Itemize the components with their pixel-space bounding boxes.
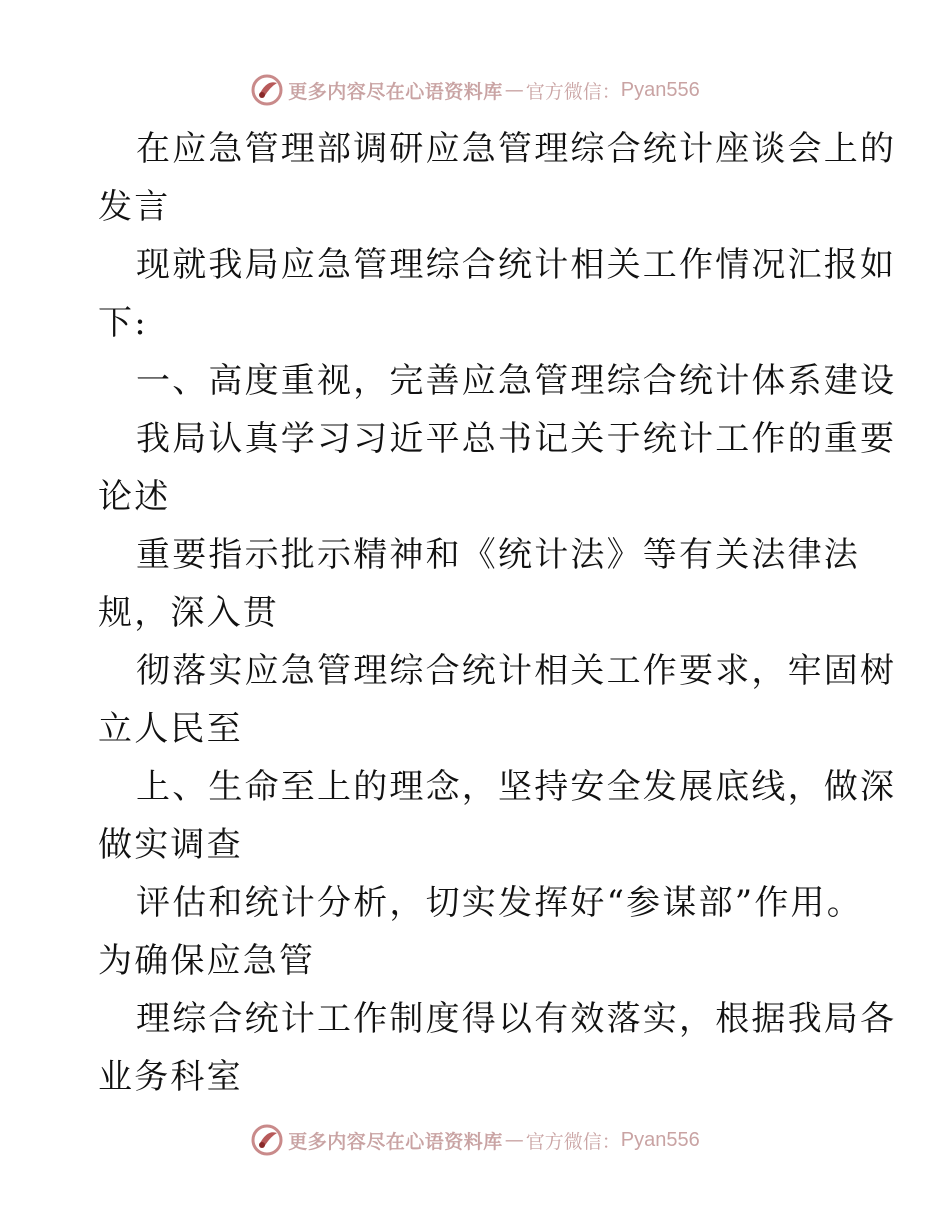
logo-icon — [250, 73, 284, 107]
header-banner — [0, 70, 950, 110]
banner-text: 更多内容尽在心语资料库 — [288, 1130, 503, 1153]
paragraph-line: 下: — [98, 303, 148, 343]
paragraph-line: 彻落实应急管理综合统计相关工作要求，牢固树 — [136, 651, 897, 691]
paragraph-line: 我局认真学习习近平总书记关于统计工作的重要 — [136, 419, 897, 459]
wechat-label: 官方微信： — [525, 1130, 621, 1153]
doc-title-line-2: 发言 — [98, 187, 171, 227]
wechat-id: Pyan556 — [620, 78, 700, 101]
wechat-label: 官方微信： — [525, 80, 621, 103]
paragraph-line: 重要指示批示精神和《统计法》等有关法律法 — [136, 535, 860, 575]
paragraph-line: 为确保应急管 — [98, 941, 316, 981]
paragraph-line: 业务科室 — [98, 1057, 243, 1097]
doc-title-line-1: 在应急管理部调研应急管理综合统计座谈会上的 — [136, 129, 897, 169]
logo-icon — [250, 1123, 284, 1157]
paragraph-line: 规，深入贯 — [98, 593, 279, 633]
banner-separator: — — [504, 79, 524, 101]
banner-text: 更多内容尽在心语资料库 — [288, 80, 503, 103]
footer-banner — [0, 1120, 950, 1160]
paragraph-line: 现就我局应急管理综合统计相关工作情况汇报如 — [136, 245, 897, 285]
paragraph-line: 论述 — [98, 477, 171, 517]
section-heading: 一、高度重视，完善应急管理综合统计体系建设 — [136, 361, 897, 401]
paragraph-line: 立人民至 — [98, 709, 243, 749]
wechat-id: Pyan556 — [620, 1128, 700, 1151]
paragraph-line: 上、生命至上的理念，坚持安全发展底线，做深 — [136, 767, 897, 807]
paragraph-line: 评估和统计分析，切实发挥好“参谋部”作用。 — [136, 883, 863, 923]
document-body — [98, 120, 897, 1106]
paragraph-line: 理综合统计工作制度得以有效落实，根据我局各 — [136, 999, 897, 1039]
paragraph-line: 做实调查 — [98, 825, 243, 865]
banner-separator: — — [504, 1129, 524, 1151]
